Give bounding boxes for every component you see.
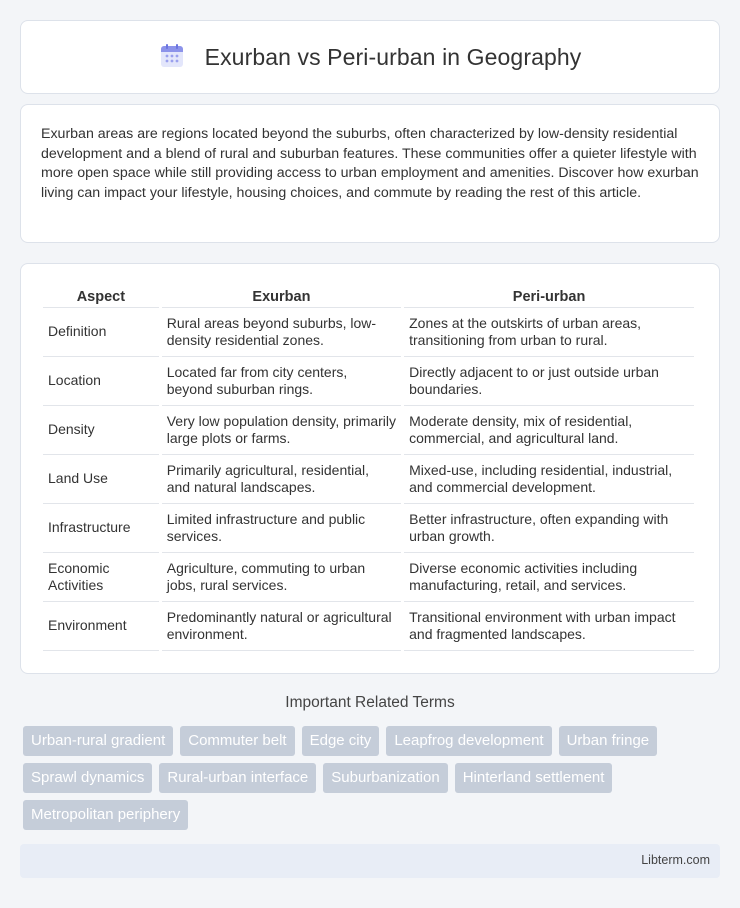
related-term-tag[interactable]: Metropolitan periphery xyxy=(23,800,188,830)
table-header-row xyxy=(43,286,694,308)
related-term-tag[interactable]: Urban-rural gradient xyxy=(23,726,173,756)
related-term-tag[interactable]: Urban fringe xyxy=(559,726,658,756)
related-term-tag[interactable]: Edge city xyxy=(302,726,380,756)
row-aspect: Environment xyxy=(43,602,159,651)
row-exurban: Agriculture, commuting to urban jobs, rural services. xyxy=(162,553,401,602)
related-term-tag[interactable]: Suburbanization xyxy=(323,763,447,793)
related-terms-list xyxy=(23,726,723,837)
related-term-tag[interactable]: Rural-urban interface xyxy=(159,763,316,793)
footer-site-link[interactable]: Libterm.com xyxy=(641,853,710,867)
related-term-tag[interactable]: Leapfrog development xyxy=(386,726,551,756)
header-exurban: Exurban xyxy=(162,286,401,308)
table-row xyxy=(43,455,694,504)
intro-paragraph: Exurban areas are regions located beyond the suburbs, often characterized by low-density residential development and a blend of rural and suburban features. These communities offer a quieter lifestyle with more open space while still providing access to urban employment and amenities. Discover how exurban living can impact your lifestyle, housing choices, and commute by reading the rest of this article. xyxy=(41,126,699,202)
related-term-tag[interactable]: Hinterland settlement xyxy=(455,763,613,793)
table-row xyxy=(43,602,694,651)
row-exurban: Very low population density, primarily large plots or farms. xyxy=(162,406,401,455)
row-peri-urban: Better infrastructure, often expanding with urban growth. xyxy=(404,504,694,553)
intro-card xyxy=(20,104,720,243)
table-row xyxy=(43,357,694,406)
footer xyxy=(20,844,720,878)
row-exurban: Limited infrastructure and public services. xyxy=(162,504,401,553)
row-exurban: Located far from city centers, beyond suburban rings. xyxy=(162,357,401,406)
related-terms-title: Important Related Terms xyxy=(285,694,455,711)
table-row xyxy=(43,553,694,602)
header-aspect: Aspect xyxy=(43,286,159,308)
row-exurban: Rural areas beyond suburbs, low-density residential zones. xyxy=(162,308,401,357)
row-peri-urban: Moderate density, mix of residential, commercial, and agricultural land. xyxy=(404,406,694,455)
row-aspect: Density xyxy=(43,406,159,455)
row-exurban: Predominantly natural or agricultural environment. xyxy=(162,602,401,651)
row-aspect: Land Use xyxy=(43,455,159,504)
page-title: Exurban vs Peri-urban in Geography xyxy=(204,43,582,70)
table-row xyxy=(43,504,694,553)
related-term-tag[interactable]: Commuter belt xyxy=(180,726,294,756)
header-peri-urban: Peri-urban xyxy=(404,286,694,308)
row-aspect: Economic Activities xyxy=(43,553,159,602)
comparison-table xyxy=(40,286,697,651)
row-peri-urban: Transitional environment with urban impact and fragmented landscapes. xyxy=(404,602,694,651)
row-aspect: Location xyxy=(43,357,159,406)
row-exurban: Primarily agricultural, residential, and natural landscapes. xyxy=(162,455,401,504)
table-row xyxy=(43,406,694,455)
row-peri-urban: Mixed-use, including residential, industrial, and commercial development. xyxy=(404,455,694,504)
table-row xyxy=(43,308,694,357)
row-peri-urban: Directly adjacent to or just outside urban boundaries. xyxy=(404,357,694,406)
row-peri-urban: Diverse economic activities including manufacturing, retail, and services. xyxy=(404,553,694,602)
related-term-tag[interactable]: Sprawl dynamics xyxy=(23,763,152,793)
row-peri-urban: Zones at the outskirts of urban areas, transitioning from urban to rural. xyxy=(404,308,694,357)
row-aspect: Infrastructure xyxy=(43,504,159,553)
comparison-table-card xyxy=(20,263,720,674)
row-aspect: Definition xyxy=(43,308,159,357)
header-card xyxy=(20,20,720,94)
calendar-grid-icon xyxy=(159,43,185,69)
